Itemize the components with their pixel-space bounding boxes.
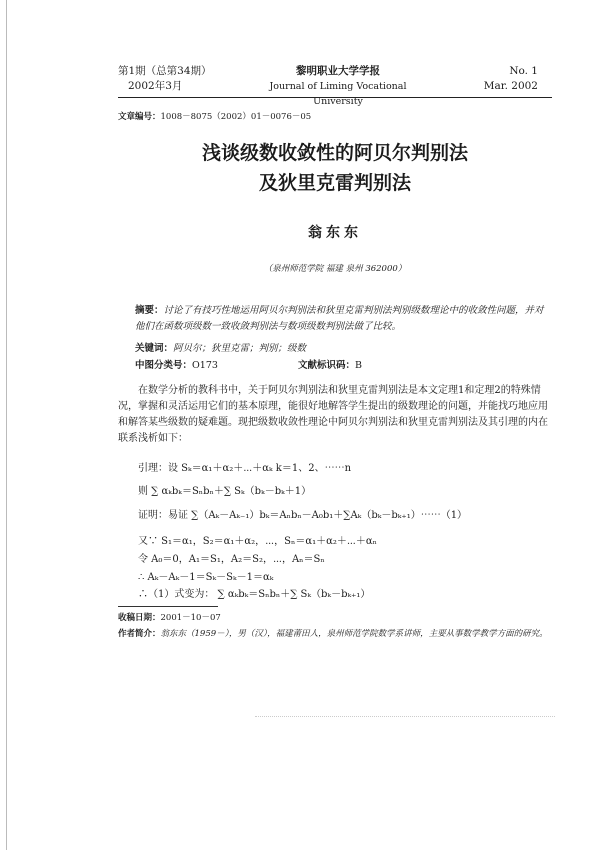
article-number-label: 文章编号： [118,112,161,122]
abstract-label: 摘要： [135,305,164,316]
header-month: Mar. 2002 [483,80,538,92]
bio-text: 翁东东（1959－），男（汉），福建莆田人，泉州师范学院数学系讲师，主要从事数学教学方面的研究。 [160,629,548,639]
doc-code-label: 文献标识码： [297,360,355,371]
scan-edge-line [6,0,7,850]
formula-lemma: 引理：设 Sₖ＝α₁＋α₂＋⋯＋αₖ k＝1、2、⋯⋯n [138,463,352,474]
received-date: 2001－10－07 [160,613,221,623]
header-number [458,64,538,94]
keywords [135,340,547,354]
formula-transformed: ∴（1）式变为： ∑ αₖbₖ＝Sₙbₙ＋∑ Sₖ（bₖ－bₖ₊₁） [138,589,371,600]
article-number-value: 1008－8075（2002）01－0076－05 [160,112,312,122]
clc-value: O173 [192,360,218,371]
formula-partial-sums: 又∵ S₁＝α₁，S₂＝α₁＋α₂，⋯，Sₙ＝α₁＋α₂＋⋯＋αₙ [138,536,377,547]
header-issue-date: 2002年3月 [128,80,183,92]
body-paragraph: 在数学分析的教科书中，关于阿贝尔判别法和狄里克雷判别法是本文定理1和定理2的特殊情况，掌握和灵活运用它们的基本原理，能很好地解答学生提出的级数理论的问题，并能找巧地应用和解答某些级数的疑难题。现把级数收敛性理论中阿贝尔判别法和狄里克雷判别法及其引理的内在联系浅析如下： [118,385,548,444]
header-journal-cn: 黎明职业大学学报 [296,65,380,77]
abstract-text: 讨论了有技巧性地运用阿贝尔判别法和狄里克雷判别法判别级数理论中的收敛性问题，并对他们在函数项级数一致收敛判别法与数项级数判别法做了比较。 [135,305,544,332]
doc-code-value: B [354,360,362,371]
keywords-text: 阿贝尔；狄里克雷；判别；级数 [173,343,307,354]
abstract [135,303,547,335]
paper-title [118,138,552,198]
classification [135,357,547,371]
header-no: No. 1 [509,65,538,77]
article-number [118,110,311,122]
formula-difference: ∴ Aₖ－Aₖ－1＝Sₖ－Sₖ－1＝αₖ [138,572,274,583]
header-journal [248,64,428,109]
header-rule [118,97,552,98]
formula-assignment: 令 A₀＝0，A₁＝S₁，A₂＝S₂，⋯，Aₙ＝Sₙ [138,554,325,565]
header-issue-number: 第1期（总第34期） [118,65,212,77]
bio-label: 作者简介： [118,629,161,639]
header-journal-en: Journal of Liming Vocational University [269,81,407,107]
keywords-label: 关键词： [135,343,174,354]
clc-label: 中图分类号： [135,360,193,371]
footnote-received [118,611,552,626]
author-name: 翁东东 [308,225,362,241]
paper-title-line1: 浅谈级数收敛性的阿贝尔判别法 [201,142,468,164]
scan-artifact-dots [255,716,555,717]
paper-title-line2: 及狄里克雷判别法 [258,172,411,194]
header-issue [118,64,238,94]
formula-proof: 证明：易证 ∑（Aₖ－Aₖ₋₁）bₖ＝Aₙbₙ－A₀b₁＋∑Aₖ（bₖ－bₖ₊₁）⋯⋯（1） [138,510,468,521]
journal-header [118,64,538,107]
footnote-rule [118,606,218,607]
affiliation: （泉州师范学院 福建 泉州 362000） [263,264,407,274]
formula-lemma-result: 则 ∑ αₖbₖ＝Sₙbₙ＋∑ Sₖ（bₖ－bₖ＋1） [138,486,312,497]
received-label: 收稿日期： [118,613,161,623]
footnote-author-bio [118,627,552,642]
